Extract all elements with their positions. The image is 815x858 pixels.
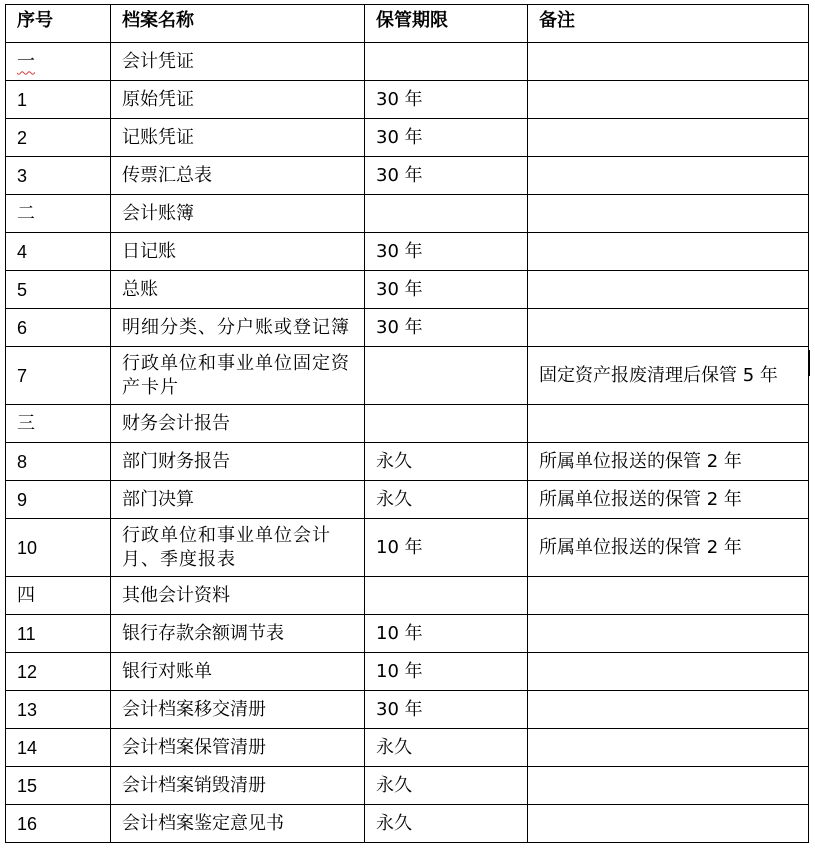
row-retention-period: 30 年 (365, 119, 528, 157)
table-row (6, 691, 809, 729)
row-archive-name: 部门决算 (111, 481, 365, 519)
row-retention-period: 永久 (365, 767, 528, 805)
row-archive-name: 日记账 (111, 233, 365, 271)
row-archive-name: 会计档案移交清册 (111, 691, 365, 729)
header-serial-number: 序号 (6, 5, 111, 43)
table-row (6, 271, 809, 309)
row-serial-number: 12 (6, 653, 111, 691)
row-retention-period (365, 43, 528, 81)
row-remarks (528, 233, 809, 271)
text-cursor (808, 350, 810, 376)
table-row (6, 443, 809, 481)
table-row (6, 519, 809, 577)
row-serial-number: 2 (6, 119, 111, 157)
header-row (6, 5, 809, 43)
table-row (6, 309, 809, 347)
header-archive-name: 档案名称 (111, 5, 365, 43)
row-remarks: 所属单位报送的保管 2 年 (528, 519, 809, 577)
row-archive-name: 原始凭证 (111, 81, 365, 119)
row-retention-period: 30 年 (365, 233, 528, 271)
row-remarks (528, 729, 809, 767)
row-retention-period: 永久 (365, 805, 528, 843)
table-row (6, 347, 809, 405)
row-archive-name: 传票汇总表 (111, 157, 365, 195)
row-archive-name: 总账 (111, 271, 365, 309)
header-retention-period: 保管期限 (365, 5, 528, 43)
table-row (6, 653, 809, 691)
row-serial-number: 9 (6, 481, 111, 519)
table-row (6, 577, 809, 615)
table-row (6, 729, 809, 767)
row-retention-period: 10 年 (365, 653, 528, 691)
row-retention-period: 30 年 (365, 691, 528, 729)
row-retention-period: 30 年 (365, 81, 528, 119)
row-retention-period: 永久 (365, 443, 528, 481)
table-row (6, 233, 809, 271)
row-archive-name: 银行存款余额调节表 (111, 615, 365, 653)
row-serial-number: 二 (6, 195, 111, 233)
row-archive-name: 行政单位和事业单位会计月、季度报表 (111, 519, 365, 577)
row-retention-period: 30 年 (365, 157, 528, 195)
row-retention-period: 永久 (365, 481, 528, 519)
row-remarks (528, 767, 809, 805)
row-archive-name: 明细分类、分户账或登记簿 (111, 309, 365, 347)
archive-retention-table (5, 4, 809, 843)
row-remarks (528, 43, 809, 81)
row-retention-period: 10 年 (365, 519, 528, 577)
table-row (6, 767, 809, 805)
row-serial-number: 14 (6, 729, 111, 767)
table-row (6, 157, 809, 195)
table-row (6, 805, 809, 843)
row-retention-period: 10 年 (365, 615, 528, 653)
row-remarks (528, 577, 809, 615)
row-archive-name: 会计档案保管清册 (111, 729, 365, 767)
row-remarks (528, 271, 809, 309)
row-retention-period (365, 195, 528, 233)
row-archive-name: 行政单位和事业单位固定资产卡片 (111, 347, 365, 405)
row-serial-number: 8 (6, 443, 111, 481)
row-remarks (528, 405, 809, 443)
row-archive-name: 会计档案销毁清册 (111, 767, 365, 805)
row-retention-period (365, 577, 528, 615)
spellcheck-marked-text: 一 (17, 50, 35, 72)
header-remarks: 备注 (528, 5, 809, 43)
row-remarks: 固定资产报废清理后保管 5 年 (528, 347, 809, 405)
row-archive-name: 部门财务报告 (111, 443, 365, 481)
row-serial-number: 7 (6, 347, 111, 405)
row-serial-number: 6 (6, 309, 111, 347)
row-serial-number: 11 (6, 615, 111, 653)
row-remarks: 所属单位报送的保管 2 年 (528, 443, 809, 481)
row-serial-number: 16 (6, 805, 111, 843)
row-remarks (528, 157, 809, 195)
table-row (6, 195, 809, 233)
row-remarks (528, 653, 809, 691)
row-retention-period: 30 年 (365, 271, 528, 309)
table-row (6, 81, 809, 119)
table-row (6, 405, 809, 443)
row-archive-name: 记账凭证 (111, 119, 365, 157)
row-archive-name: 其他会计资料 (111, 577, 365, 615)
row-serial-number: 1 (6, 81, 111, 119)
table-row (6, 481, 809, 519)
row-archive-name: 会计凭证 (111, 43, 365, 81)
row-archive-name: 银行对账单 (111, 653, 365, 691)
row-remarks (528, 195, 809, 233)
row-serial-number: 15 (6, 767, 111, 805)
row-remarks (528, 119, 809, 157)
row-serial-number: 三 (6, 405, 111, 443)
row-archive-name: 会计档案鉴定意见书 (111, 805, 365, 843)
row-retention-period (365, 405, 528, 443)
row-remarks (528, 309, 809, 347)
row-remarks: 所属单位报送的保管 2 年 (528, 481, 809, 519)
row-remarks (528, 81, 809, 119)
row-serial-number (6, 43, 111, 81)
row-archive-name: 财务会计报告 (111, 405, 365, 443)
row-remarks (528, 805, 809, 843)
row-serial-number: 5 (6, 271, 111, 309)
table-row (6, 615, 809, 653)
row-retention-period: 30 年 (365, 309, 528, 347)
row-archive-name: 会计账簿 (111, 195, 365, 233)
row-serial-number: 3 (6, 157, 111, 195)
row-serial-number: 13 (6, 691, 111, 729)
table-row (6, 119, 809, 157)
row-serial-number: 四 (6, 577, 111, 615)
row-remarks (528, 615, 809, 653)
row-remarks (528, 691, 809, 729)
row-retention-period (365, 347, 528, 405)
row-serial-number: 4 (6, 233, 111, 271)
table-row (6, 43, 809, 81)
row-serial-number: 10 (6, 519, 111, 577)
row-retention-period: 永久 (365, 729, 528, 767)
